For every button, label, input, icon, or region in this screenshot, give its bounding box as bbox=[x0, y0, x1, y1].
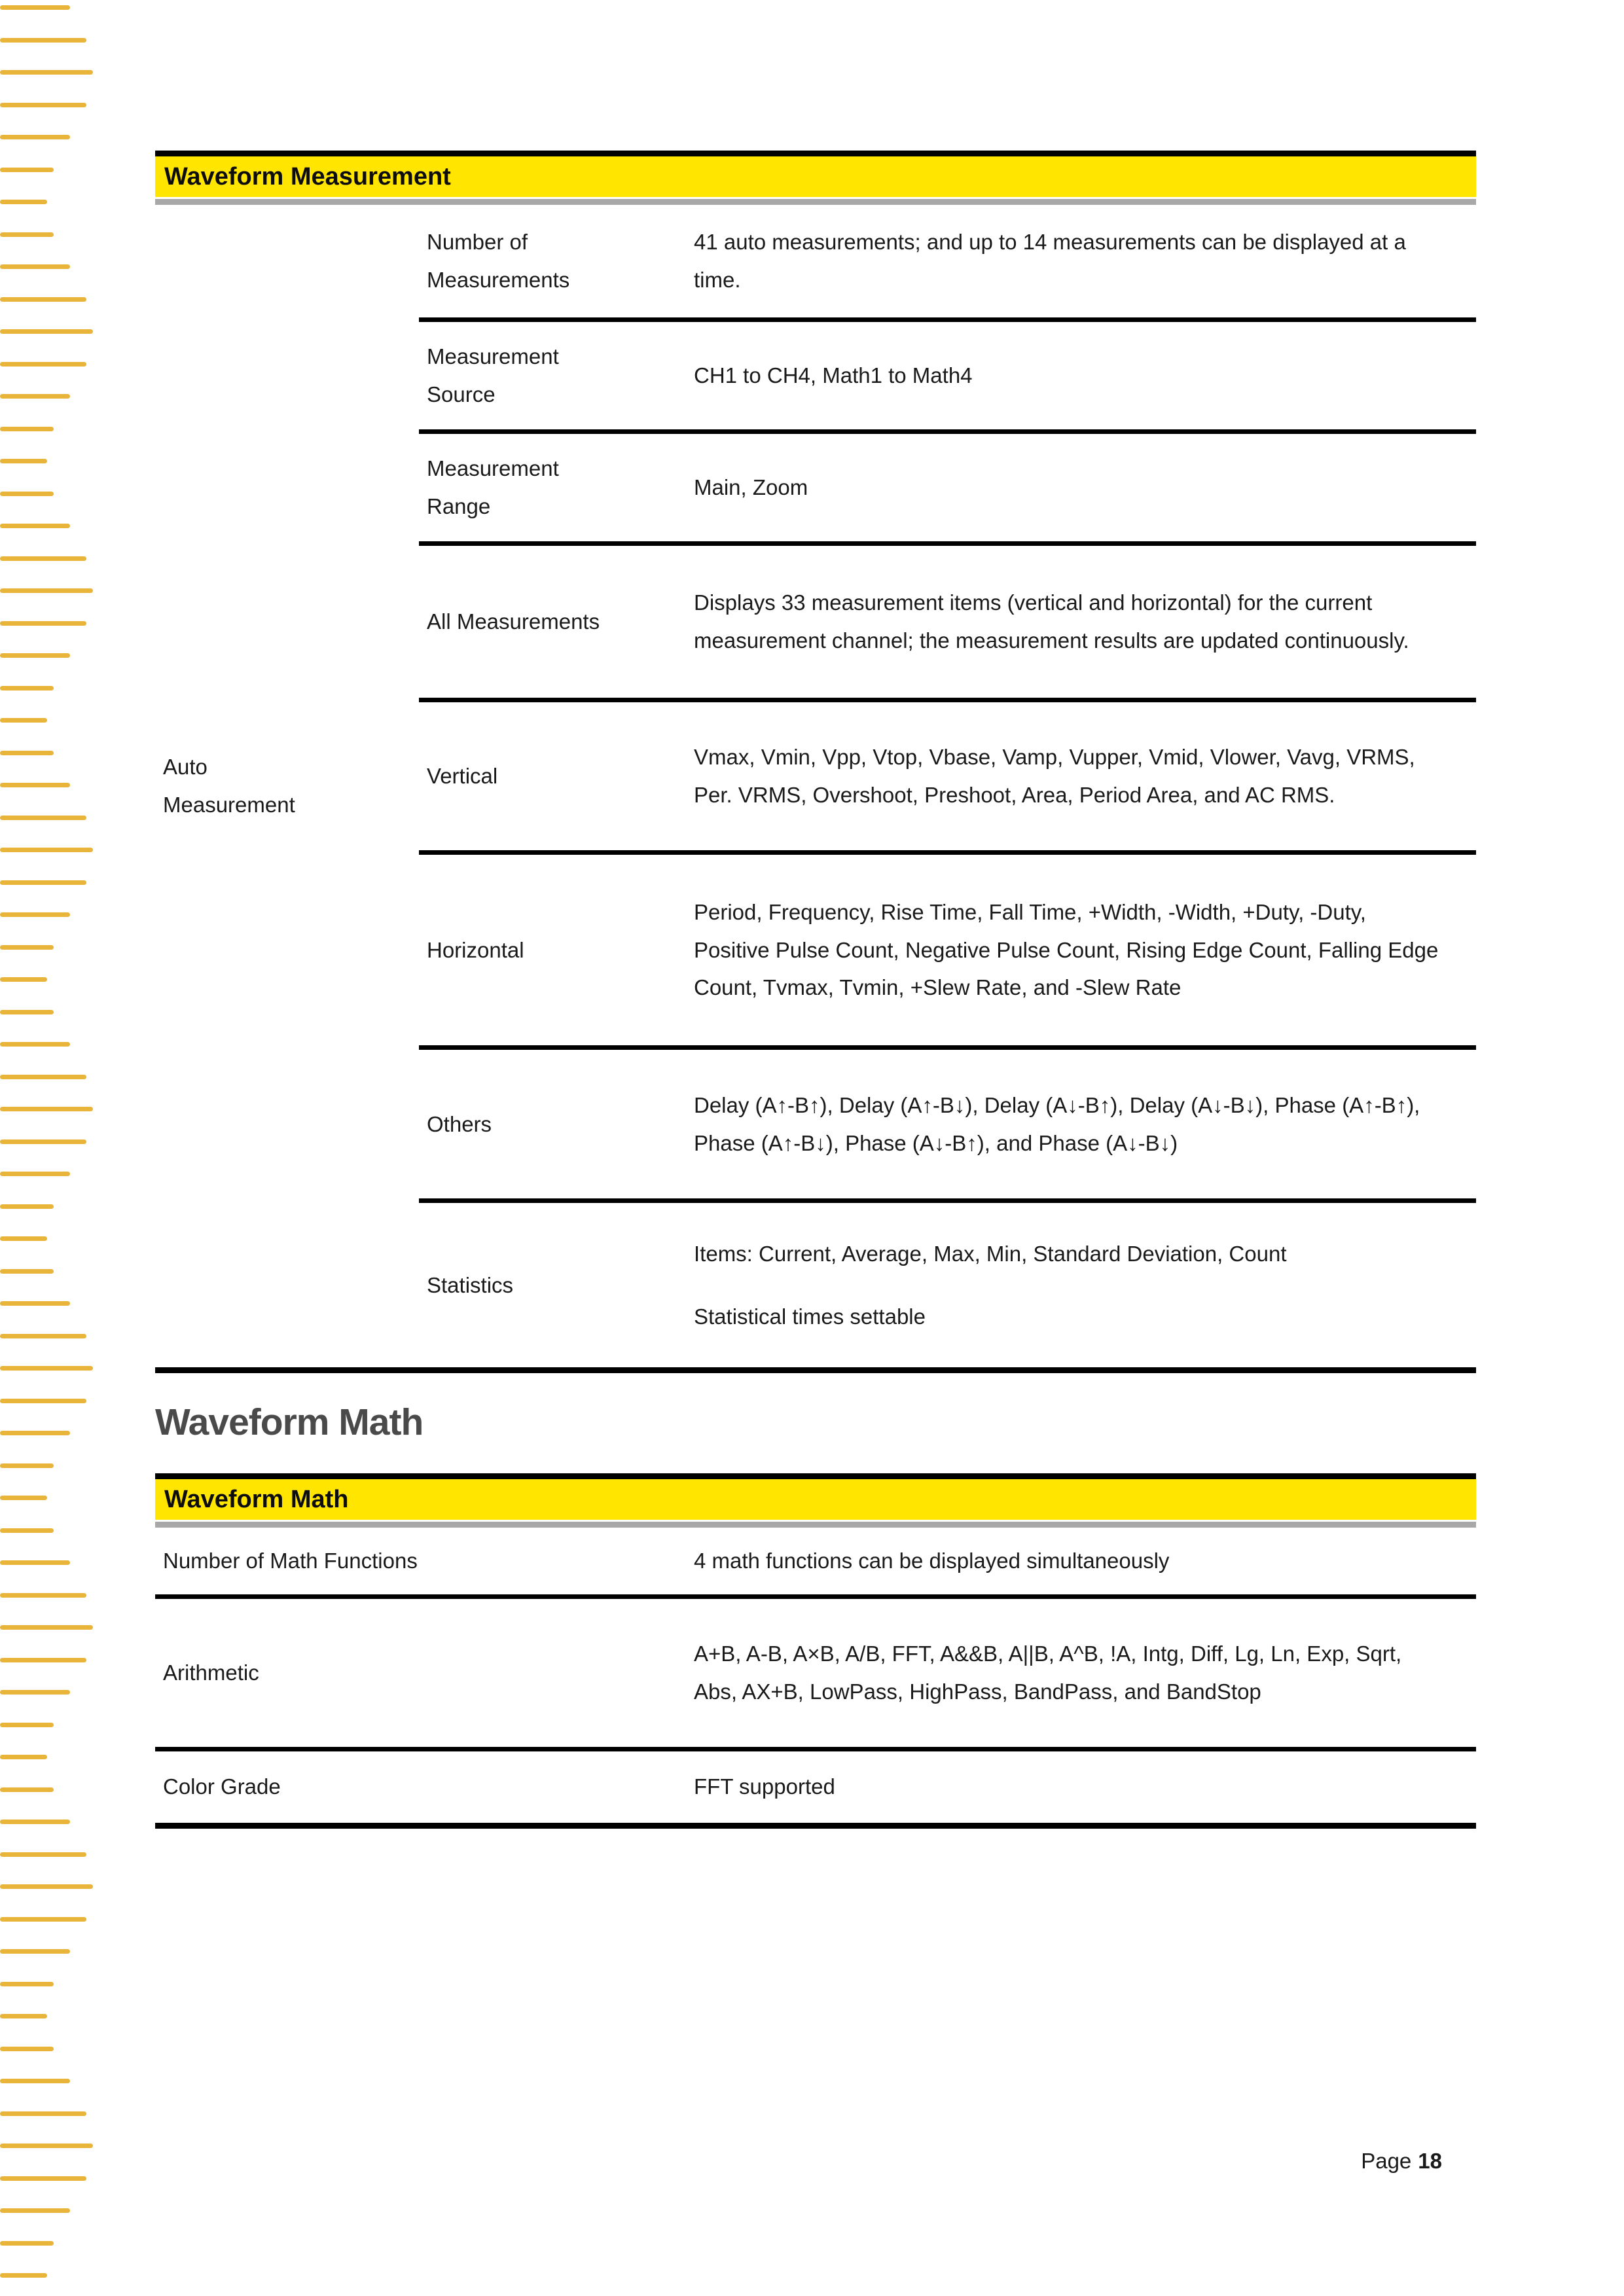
table-top-border bbox=[155, 151, 1476, 156]
edge-line bbox=[0, 1204, 54, 1209]
edge-line bbox=[0, 38, 86, 43]
edge-line bbox=[0, 1172, 70, 1176]
edge-line bbox=[0, 2014, 47, 2018]
edge-line bbox=[0, 1820, 70, 1824]
edge-line bbox=[0, 1366, 93, 1371]
edge-line bbox=[0, 492, 54, 496]
edge-line bbox=[0, 1010, 54, 1014]
edge-line bbox=[0, 1625, 93, 1630]
edge-line bbox=[0, 977, 47, 982]
edge-line bbox=[0, 200, 47, 204]
edge-line bbox=[0, 1560, 70, 1565]
row-value: Items: Current, Average, Max, Min, Standard Deviation, Count bbox=[694, 1241, 1287, 1266]
edge-line bbox=[0, 2079, 70, 2083]
footer-page-number: 18 bbox=[1418, 2149, 1442, 2173]
edge-line bbox=[0, 653, 70, 658]
row-value: Vmax, Vmin, Vpp, Vtop, Vbase, Vamp, Vupper, Vmid, Vlower, Vavg, VRMS, Per. VRMS, Overshoot, Preshoot, Area, Period Area, and AC RMS. bbox=[694, 745, 1415, 807]
edge-line bbox=[0, 2144, 93, 2148]
waveform-measurement-table-header bbox=[155, 156, 1476, 197]
table-bottom-border bbox=[155, 1823, 1476, 1829]
edge-line bbox=[0, 2111, 86, 2116]
edge-line bbox=[0, 880, 86, 885]
edge-line bbox=[0, 1431, 70, 1435]
table-body bbox=[155, 205, 1476, 1367]
edge-line bbox=[0, 1658, 86, 1662]
row-value: Main, Zoom bbox=[694, 475, 808, 500]
table-header-label: Waveform Measurement bbox=[164, 163, 451, 190]
edge-line bbox=[0, 362, 86, 367]
header-underline bbox=[155, 1522, 1476, 1528]
edge-line bbox=[0, 1982, 54, 1986]
edge-line bbox=[0, 621, 86, 626]
table-row bbox=[155, 1747, 1476, 1823]
edge-line bbox=[0, 751, 54, 755]
edge-line bbox=[0, 1690, 70, 1695]
edge-line bbox=[0, 1787, 54, 1792]
edge-line bbox=[0, 1269, 54, 1274]
table-row bbox=[419, 205, 1476, 317]
edge-line bbox=[0, 70, 93, 75]
edge-line bbox=[0, 1755, 47, 1759]
row-label: Arithmetic bbox=[163, 1660, 259, 1685]
edge-line bbox=[0, 1042, 70, 1047]
table-row bbox=[155, 1528, 1476, 1594]
row-value: CH1 to CH4, Math1 to Math4 bbox=[694, 363, 973, 388]
table-bottom-border bbox=[155, 1367, 1476, 1373]
table-top-border bbox=[155, 1473, 1476, 1479]
table-row bbox=[419, 317, 1476, 429]
group-label: Auto Measurement bbox=[163, 755, 295, 817]
edge-line bbox=[0, 686, 54, 691]
edge-line bbox=[0, 1949, 70, 1954]
table-row bbox=[419, 1198, 1476, 1367]
edge-line bbox=[0, 783, 70, 787]
left-edge-decoration bbox=[0, 0, 131, 2296]
row-value: Displays 33 measurement items (vertical and horizontal) for the current measurement channel; the measurement results are updated continuously. bbox=[694, 590, 1409, 653]
table-row bbox=[419, 698, 1476, 850]
edge-line bbox=[0, 2047, 54, 2051]
edge-line bbox=[0, 1107, 93, 1111]
footer-label: Page bbox=[1361, 2149, 1412, 2173]
edge-line bbox=[0, 1852, 86, 1857]
table-row bbox=[419, 1045, 1476, 1198]
row-label: Vertical bbox=[427, 764, 498, 789]
row-value: Period, Frequency, Rise Time, Fall Time, +Width, -Width, +Duty, -Duty, Positive Pulse Count, Negative Pulse Count, Rising Edge Count, Falling Edge Count, Tvmax, Tvmin, +Slew Rate, and -Slew Rate bbox=[694, 899, 1439, 1000]
header-underline bbox=[155, 199, 1476, 205]
row-value: Delay (A↑-B↑), Delay (A↑-B↓), Delay (A↓-B↑), Delay (A↓-B↓), Phase (A↑-B↑), Phase (A↑-B↓), Phase (A↓-B↑), and Phase (A↓-B↓) bbox=[694, 1092, 1420, 1155]
edge-line bbox=[0, 1496, 47, 1500]
edge-line bbox=[0, 588, 93, 593]
edge-line bbox=[0, 945, 54, 950]
row-value: A+B, A-B, A×B, A/B, FFT, A&&B, A||B, A^B, !A, Intg, Diff, Lg, Ln, Exp, Sqrt, Abs, AX+B, LowPass, HighPass, BandPass, and BandStop bbox=[694, 1641, 1402, 1704]
row-label: Measurement Source bbox=[427, 344, 559, 406]
edge-line bbox=[0, 394, 70, 399]
row-label: All Measurements bbox=[427, 609, 600, 634]
edge-line bbox=[0, 1399, 86, 1403]
edge-line bbox=[0, 232, 54, 237]
edge-line bbox=[0, 168, 54, 172]
edge-line bbox=[0, 848, 93, 852]
table-row bbox=[419, 429, 1476, 541]
row-value-secondary: Statistical times settable bbox=[694, 1304, 926, 1329]
row-label: Number of Math Functions bbox=[163, 1548, 418, 1573]
edge-line bbox=[0, 264, 70, 269]
row-label: Others bbox=[427, 1111, 492, 1136]
edge-line bbox=[0, 912, 70, 917]
edge-line bbox=[0, 718, 47, 723]
edge-line bbox=[0, 2273, 47, 2278]
row-value: FFT supported bbox=[694, 1774, 835, 1799]
row-value: 4 math functions can be displayed simultaneously bbox=[694, 1548, 1170, 1573]
row-label: Color Grade bbox=[163, 1774, 281, 1799]
row-label: Number of Measurements bbox=[427, 230, 570, 292]
edge-line bbox=[0, 1723, 54, 1727]
edge-line bbox=[0, 297, 86, 302]
table-row bbox=[419, 541, 1476, 698]
edge-line bbox=[0, 135, 70, 139]
edge-line bbox=[0, 1139, 86, 1144]
row-value: 41 auto measurements; and up to 14 measurements can be displayed at a time. bbox=[694, 230, 1406, 292]
waveform-measurement-table bbox=[155, 151, 1476, 1373]
edge-line bbox=[0, 816, 86, 820]
edge-line bbox=[0, 556, 86, 561]
edge-line bbox=[0, 2241, 54, 2246]
edge-line bbox=[0, 524, 70, 528]
edge-line bbox=[0, 329, 93, 334]
row-label: Horizontal bbox=[427, 937, 524, 962]
edge-line bbox=[0, 5, 70, 10]
page-footer bbox=[1361, 2148, 1442, 2174]
waveform-math-table-header bbox=[155, 1479, 1476, 1520]
table-header-label: Waveform Math bbox=[164, 1485, 349, 1513]
edge-line bbox=[0, 2176, 86, 2181]
table-rows bbox=[419, 205, 1476, 1367]
edge-line bbox=[0, 1884, 93, 1889]
row-label: Measurement Range bbox=[427, 456, 559, 518]
page-content bbox=[155, 151, 1476, 1829]
edge-line bbox=[0, 427, 54, 431]
edge-line bbox=[0, 103, 86, 107]
edge-line bbox=[0, 459, 47, 463]
section-heading-waveform-math: Waveform Math bbox=[155, 1401, 424, 1443]
edge-line bbox=[0, 1593, 86, 1598]
edge-line bbox=[0, 1463, 54, 1468]
edge-line bbox=[0, 1334, 86, 1338]
edge-line bbox=[0, 1528, 54, 1533]
edge-line bbox=[0, 1301, 70, 1306]
waveform-math-table bbox=[155, 1473, 1476, 1829]
row-label: Statistics bbox=[427, 1272, 514, 1297]
table-row bbox=[419, 850, 1476, 1045]
edge-line bbox=[0, 1917, 86, 1922]
table-row bbox=[155, 1594, 1476, 1747]
edge-line bbox=[0, 2208, 70, 2213]
edge-line bbox=[0, 1236, 47, 1241]
group-cell-auto-measurement bbox=[155, 205, 419, 1367]
edge-line bbox=[0, 1075, 86, 1079]
